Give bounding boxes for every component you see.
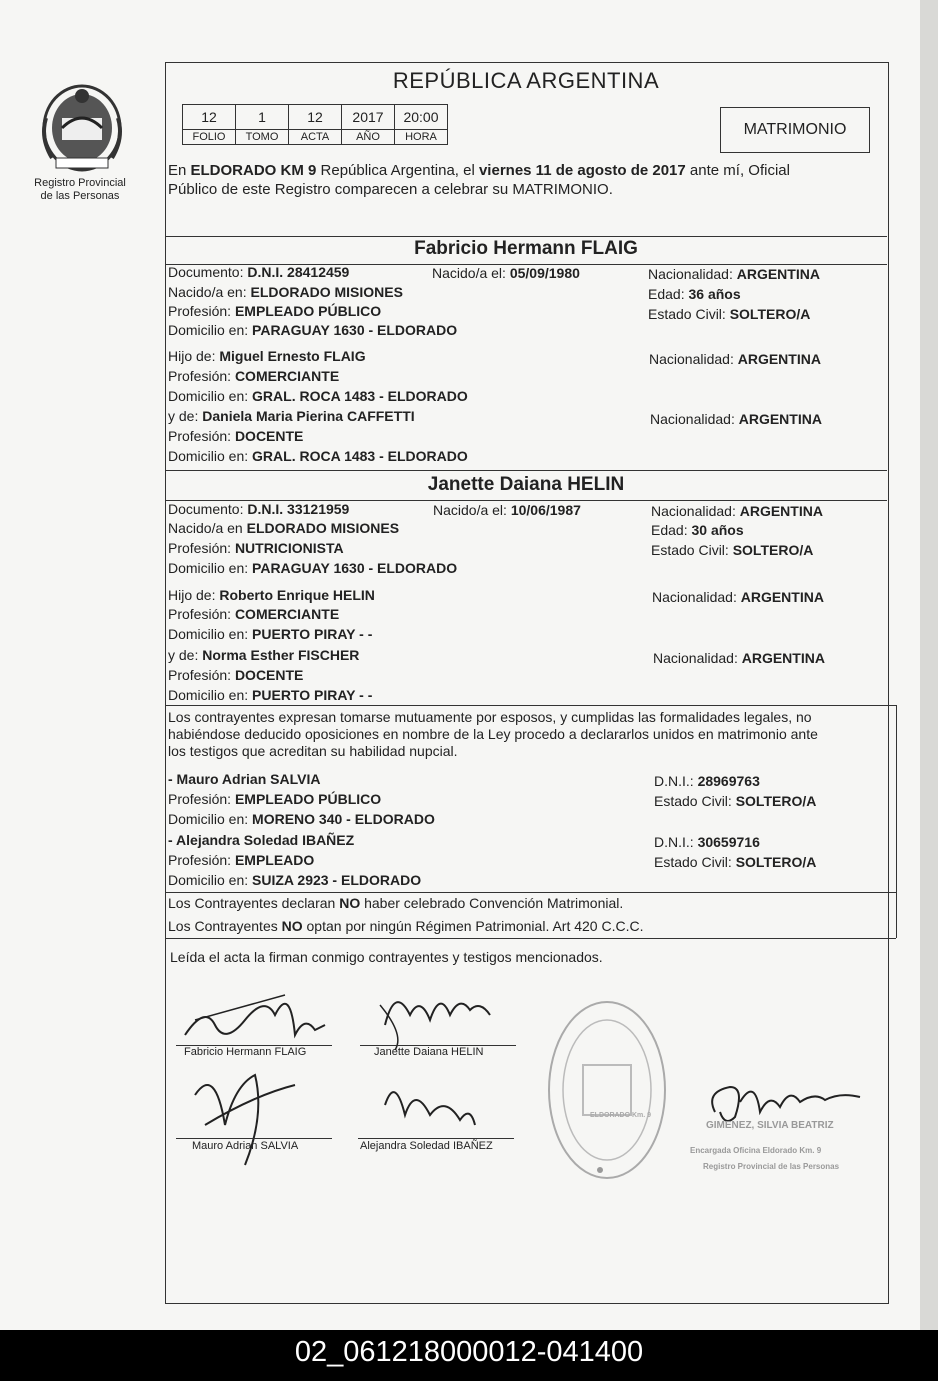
value: Norma Esther FISCHER xyxy=(202,647,360,663)
intro-text: ante mí, Oficial xyxy=(685,162,790,179)
value: 30 años xyxy=(691,522,744,538)
value: SUIZA 2923 - ELDORADO xyxy=(252,872,422,888)
label: Nacionalidad: xyxy=(653,650,742,666)
spouse2-nationality xyxy=(651,502,823,520)
folio-label: FOLIO xyxy=(183,130,236,145)
ano-label: AÑO xyxy=(342,130,395,145)
value: COMERCIANTE xyxy=(234,606,340,622)
spouse2-mother-name xyxy=(168,646,359,664)
label: Estado Civil: xyxy=(654,793,736,809)
acta-label: ACTA xyxy=(289,130,342,145)
page-edge xyxy=(920,0,938,1330)
label: Nacido/a el: xyxy=(432,265,510,281)
acta-value: 12 xyxy=(289,105,342,130)
text: NO xyxy=(339,895,361,911)
signature-line xyxy=(358,1138,514,1139)
label: Domicilio en: xyxy=(168,388,253,404)
intro-place: ELDORADO KM 9 xyxy=(190,162,317,179)
label: Estado Civil: xyxy=(648,306,730,322)
label: Profesión: xyxy=(168,791,235,807)
text: NO xyxy=(281,918,303,934)
value: PUERTO PIRAY - - xyxy=(252,626,373,642)
signature-line xyxy=(176,1138,332,1139)
official-name: GIMENEZ, SILVIA BEATRIZ xyxy=(706,1120,834,1131)
record-fields-table xyxy=(182,104,448,145)
value: DOCENTE xyxy=(234,667,304,683)
spouse1-born-on xyxy=(432,264,580,282)
spouse1-father-profession xyxy=(168,367,339,385)
label: Domicilio en: xyxy=(168,811,253,827)
value: 28969763 xyxy=(697,773,760,789)
witness1-civil-status xyxy=(654,792,816,810)
text: Los Contrayentes declaran xyxy=(168,895,340,911)
spouse2-age xyxy=(651,521,744,539)
divider xyxy=(896,705,897,938)
label: Profesión: xyxy=(168,540,235,556)
divider xyxy=(165,892,896,893)
label: D.N.I.: xyxy=(654,773,698,789)
spouse1-nationality xyxy=(648,265,820,283)
label: Profesión: xyxy=(168,428,235,444)
value: GRAL. ROCA 1483 - ELDORADO xyxy=(252,448,468,464)
spouse1-name: Fabricio Hermann FLAIG xyxy=(414,238,638,259)
spouse1-age xyxy=(648,285,741,303)
spouse2-father-name xyxy=(168,586,375,604)
closing-text: Leída el acta la firman conmigo contrayentes y testigos mencionados. xyxy=(170,949,603,965)
value: SOLTERO/A xyxy=(732,542,814,558)
value: DOCENTE xyxy=(234,428,304,444)
convention-line2 xyxy=(168,917,643,935)
label: Nacionalidad: xyxy=(649,351,738,367)
value: ARGENTINA xyxy=(736,266,820,282)
spouse2-document xyxy=(168,500,349,518)
text: optan por ningún Régimen Patrimonial. Art 420 C.C.C. xyxy=(302,918,644,934)
spouse1-address xyxy=(168,321,457,339)
value: EMPLEADO PÚBLICO xyxy=(234,303,382,319)
value: ELDORADO MISIONES xyxy=(250,284,403,300)
convention-line1 xyxy=(168,894,623,912)
value: SOLTERO/A xyxy=(729,306,811,322)
seal-stamp-bottom: ELDORADO Km. 9 xyxy=(590,1112,652,1119)
spouse1-mother-address xyxy=(168,447,468,465)
value: - Alejandra Soledad IBAÑEZ xyxy=(168,832,355,848)
intro-line1 xyxy=(168,162,790,180)
label: Profesión: xyxy=(168,606,235,622)
divider xyxy=(165,705,896,706)
spouse2-birthplace xyxy=(168,519,399,537)
spouse1-mother-nationality xyxy=(650,410,822,428)
spouse1-mother-name xyxy=(168,407,415,425)
label: Domicilio en: xyxy=(168,626,253,642)
spouse1-document xyxy=(168,263,349,281)
record-type-box: MATRIMONIO xyxy=(720,107,870,153)
witness1-profession xyxy=(168,790,381,808)
label: Domicilio en: xyxy=(168,687,253,703)
label: Estado Civil: xyxy=(651,542,733,558)
value: Miguel Ernesto FLAIG xyxy=(219,348,366,364)
value: - Mauro Adrian SALVIA xyxy=(168,771,321,787)
spouse2-profession xyxy=(168,539,344,557)
label: D.N.I.: xyxy=(654,834,698,850)
declaration-line: Los contrayentes expresan tomarse mutuamente por esposos, y cumplidas las formalidades legales, no xyxy=(168,709,812,725)
label: Profesión: xyxy=(168,852,235,868)
spouse2-mother-nationality xyxy=(653,649,825,667)
spouse1-profession xyxy=(168,302,381,320)
label: Nacido/a en: xyxy=(168,284,251,300)
label: Nacionalidad: xyxy=(652,589,741,605)
text: Los Contrayentes xyxy=(168,918,282,934)
intro-date: viernes 11 de agosto de 2017 xyxy=(478,162,686,179)
value: ARGENTINA xyxy=(740,589,824,605)
witness2-dni xyxy=(654,833,760,851)
spouse1-mother-profession xyxy=(168,427,303,445)
signature-label: Janette Daiana HELIN xyxy=(374,1046,484,1058)
divider xyxy=(165,236,887,237)
label: Domicilio en: xyxy=(168,560,253,576)
label: Hijo de: xyxy=(168,587,220,603)
value: SOLTERO/A xyxy=(735,793,817,809)
witness2-profession xyxy=(168,851,314,869)
intro-line2: Público de este Registro comparecen a celebrar su MATRIMONIO. xyxy=(168,181,613,198)
value: ARGENTINA xyxy=(741,650,825,666)
label: Profesión: xyxy=(168,303,235,319)
spouse1-birthplace xyxy=(168,283,403,301)
value: SOLTERO/A xyxy=(735,854,817,870)
intro-text: República Argentina, el xyxy=(316,162,479,179)
label: Edad: xyxy=(648,286,689,302)
label: Domicilio en: xyxy=(168,322,253,338)
label: Documento: xyxy=(168,501,248,517)
spouse2-name: Janette Daiana HELIN xyxy=(427,474,625,495)
signature-label: Fabricio Hermann FLAIG xyxy=(184,1046,307,1058)
ano-value: 2017 xyxy=(342,105,395,130)
witness1-name xyxy=(168,770,320,788)
spouse2-father-address xyxy=(168,625,372,643)
label: Profesión: xyxy=(168,368,235,384)
value: 36 años xyxy=(688,286,741,302)
value: D.N.I. 28412459 xyxy=(247,264,350,280)
divider xyxy=(165,470,887,471)
value: COMERCIANTE xyxy=(234,368,340,384)
label: Domicilio en: xyxy=(168,872,253,888)
folio-value: 12 xyxy=(183,105,236,130)
witness1-dni xyxy=(654,772,760,790)
tomo-label: TOMO xyxy=(236,130,289,145)
witness2-address xyxy=(168,871,421,889)
label: Profesión: xyxy=(168,667,235,683)
registry-stamp-icon xyxy=(545,995,670,1185)
scan-code: 02_061218000012-041400 xyxy=(0,1330,938,1381)
witness2-name xyxy=(168,831,354,849)
value: Daniela Maria Pierina CAFFETTI xyxy=(202,408,415,424)
official-role: Encargada Oficina Eldorado Km. 9 xyxy=(690,1146,822,1155)
witness1-address xyxy=(168,810,435,828)
label: Nacionalidad: xyxy=(648,266,737,282)
official-registry: Registro Provincial de las Personas xyxy=(703,1162,840,1171)
spouse2-born-on xyxy=(433,501,581,519)
label: Nacido/a en xyxy=(168,520,247,536)
declaration-line: los testigos que acreditan su habilidad nupcial. xyxy=(168,743,458,759)
value: PUERTO PIRAY - - xyxy=(252,687,373,703)
value: 10/06/1987 xyxy=(510,502,581,518)
value: D.N.I. 33121959 xyxy=(247,501,350,517)
value: 30659716 xyxy=(697,834,760,850)
label: y de: xyxy=(168,647,203,663)
country-title: REPÚBLICA ARGENTINA xyxy=(392,68,660,93)
value: ARGENTINA xyxy=(739,503,823,519)
spouse1-civil-status xyxy=(648,305,810,323)
tomo-value: 1 xyxy=(236,105,289,130)
value: PARAGUAY 1630 - ELDORADO xyxy=(252,560,458,576)
value: 05/09/1980 xyxy=(509,265,580,281)
registry-name xyxy=(16,177,144,203)
witness2-civil-status xyxy=(654,853,816,871)
signature-label: Alejandra Soledad IBAÑEZ xyxy=(360,1140,493,1152)
label: Edad: xyxy=(651,522,692,538)
spouse1-father-nationality xyxy=(649,350,821,368)
label: Nacionalidad: xyxy=(651,503,740,519)
label: Domicilio en: xyxy=(168,448,253,464)
spouse2-father-nationality xyxy=(652,588,824,606)
label: Nacido/a el: xyxy=(433,502,511,518)
spouse2-address xyxy=(168,559,457,577)
spouse2-mother-address xyxy=(168,686,372,704)
label: y de: xyxy=(168,408,203,424)
registry-line1: Registro Provincial xyxy=(34,177,126,189)
value: EMPLEADO PÚBLICO xyxy=(234,791,382,807)
text: haber celebrado Convención Matrimonial. xyxy=(360,895,624,911)
declaration-paragraph xyxy=(168,709,896,760)
declaration-line: habiéndose deducido oposiciones en nombre de la Ley procedo a declararlos unidos en matrimonio ante xyxy=(168,726,818,742)
spouse1-father-name xyxy=(168,347,366,365)
label: Nacionalidad: xyxy=(650,411,739,427)
spouse2-mother-profession xyxy=(168,666,303,684)
label: Hijo de: xyxy=(168,348,220,364)
hora-value: 20:00 xyxy=(395,105,448,130)
value: EMPLEADO xyxy=(234,852,315,868)
spouse2-father-profession xyxy=(168,605,339,623)
hora-label: HORA xyxy=(395,130,448,145)
value: PARAGUAY 1630 - ELDORADO xyxy=(252,322,458,338)
value: ARGENTINA xyxy=(737,351,821,367)
value: MORENO 340 - ELDORADO xyxy=(252,811,435,827)
registry-line2: de las Personas xyxy=(40,190,120,202)
value: GRAL. ROCA 1483 - ELDORADO xyxy=(252,388,468,404)
signature-label: Mauro Adrian SALVIA xyxy=(192,1140,299,1152)
intro-text: En xyxy=(168,162,191,179)
value: ARGENTINA xyxy=(738,411,822,427)
label: Documento: xyxy=(168,264,248,280)
handwritten-signatures xyxy=(165,975,525,1185)
label: Estado Civil: xyxy=(654,854,736,870)
value: Roberto Enrique HELIN xyxy=(219,587,375,603)
spouse1-father-address xyxy=(168,387,468,405)
value: NUTRICIONISTA xyxy=(234,540,344,556)
value: ELDORADO MISIONES xyxy=(246,520,400,536)
spouse2-civil-status xyxy=(651,541,813,559)
divider xyxy=(165,938,896,939)
misiones-seal-icon xyxy=(36,78,128,174)
